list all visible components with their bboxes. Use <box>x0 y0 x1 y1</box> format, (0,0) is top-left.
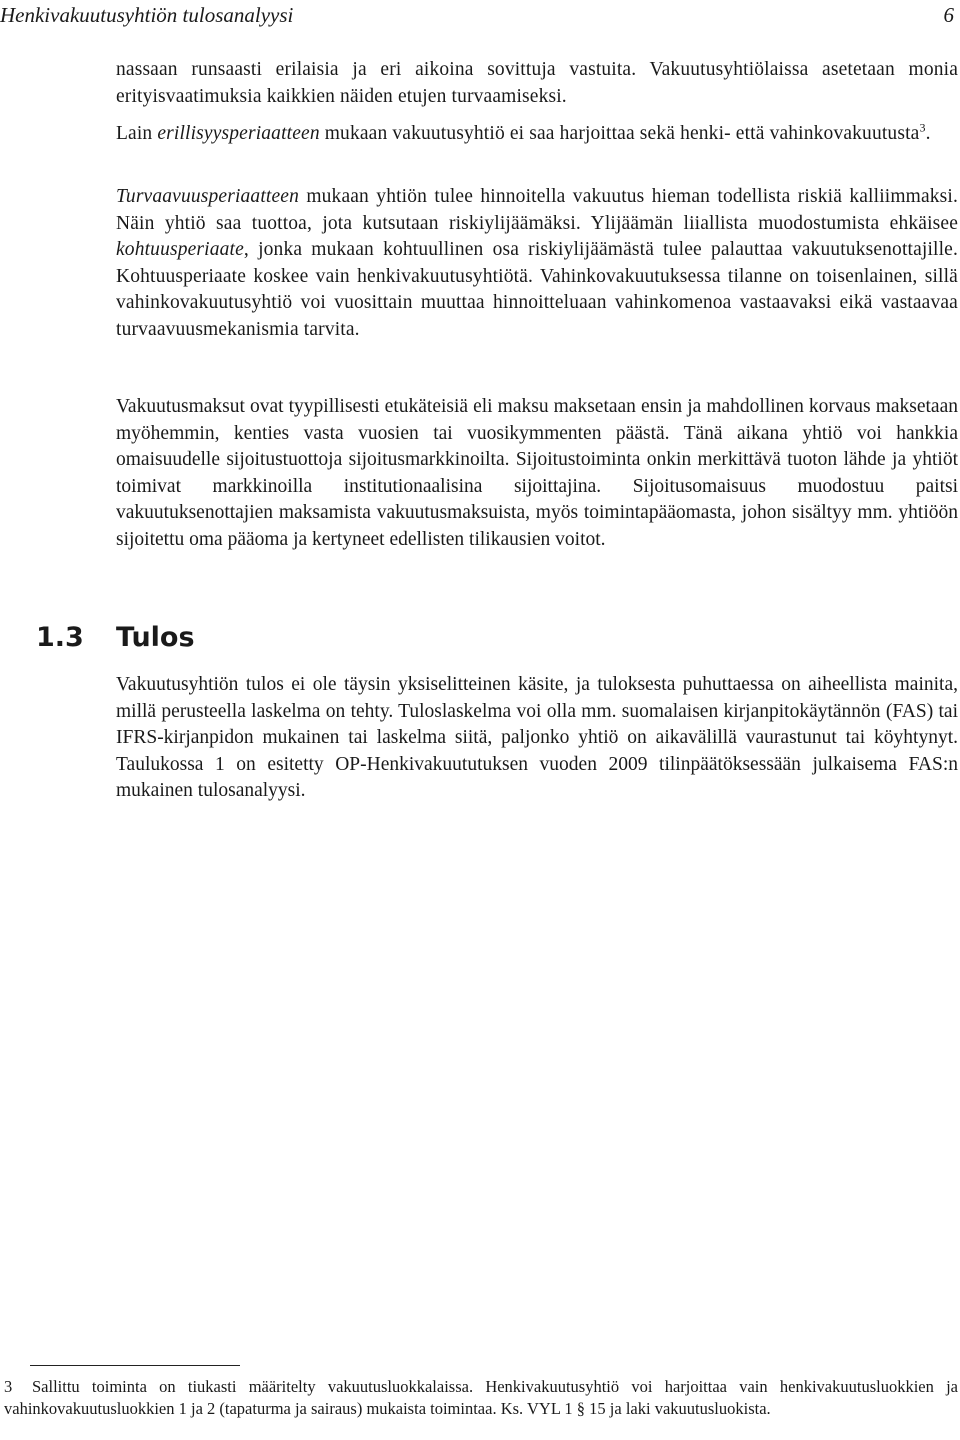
footnote-number: 3 <box>4 1377 13 1396</box>
paragraph-3-body: mukaan yhtiön tulee hinnoitella vakuutus hieman todellista riskiä kalliimmaksi. Näin yhtiö saa tuottoa, jota kutsutaan riskiylijäämäksi. Ylijäämän liiallista muodostumista ehkäisee <box>116 186 958 234</box>
running-header <box>0 2 958 28</box>
term-turvaavuusperiaate: Turvaavuusperiaatteen <box>116 186 299 207</box>
paragraph-2-lead: Lain <box>116 123 158 144</box>
paragraph-3-text <box>116 184 958 343</box>
paragraph-2-end: . <box>925 123 931 144</box>
footnote-divider <box>30 1365 240 1366</box>
footnote <box>0 1376 958 1420</box>
term-erillisyysperiaate: erillisyysperiaatteen <box>157 123 320 144</box>
paragraph-5 <box>116 672 958 805</box>
running-header-title: Henkivakuutusyhtiön tulosanalyysi <box>0 3 294 27</box>
section-number: 1.3 <box>36 622 84 653</box>
term-kohtuusperiaate: kohtuusperiaate <box>116 239 244 260</box>
paragraph-1-text: nassaan runsaasti erilaisia ja eri aikoina sovittuja vastuita. Vakuutusyhtiölaissa asetetaan monia erityisvaatimuksia kaikkien näiden etujen turvaamiseksi. <box>116 59 958 107</box>
paragraph-4-text: Vakuutusmaksut ovat tyypillisesti etukäteisiä eli maksu maksetaan ensin ja mahdollinen korvaus maksetaan myöhemmin, kenties vasta vuosien tai vuosikymmenten päästä. Tänä aikana yhtiö voi hankkia omaisuudelle sijoitustuottoja sijoitusmarkkinoilta. Sijoitustoiminta onkin merkittävä tuoton lähde ja yhtiöt toimivat markkinoilla institutionaalisina sijoittajina. Sijoitusomaisuus muodostuu paitsi vakuutuksenottajien maksamista vakuutusmaksuista, myös toimintapääomasta, johon sisältyy mm. yhtiöön sijoitettu oma pääoma ja kertyneet edellisten tilikausien voitot. <box>116 396 958 550</box>
footnote-reference: 3 <box>919 120 926 135</box>
paragraph-5-text: Vakuutusyhtiön tulos ei ole täysin yksiselitteinen käsite, ja tuloksesta puhuttaessa on aiheellista mainita, millä perusteella laskelma on tehty. Tuloslaskelma voi olla mm. suomalaisen kirjanpitokäytännön (FAS) tai IFRS-kirjanpidon mukainen tai laskelma siitä, paljonko yhtiö on aikavälillä vaurastunut tai köyhtynyt. Taulukossa 1 on esitetty OP-Henkivakuututuksen vuoden 2009 tilinpäätöksessään julkaisema FAS:n mukainen tulosanalyysi. <box>116 674 958 801</box>
section-heading <box>36 620 195 656</box>
footnote-text: Sallittu toiminta on tiukasti määritelty vakuutusluokkalaissa. Henkivakuutusyhtiö voi harjoittaa vain henkivakuutusluokkien ja vahinkovakuutusluokkien 1 ja 2 (tapaturma ja sairaus) mukaista toimintaa. Ks. VYL 1 § 15 ja laki vakuutusluokista. <box>4 1377 958 1418</box>
paragraph-4 <box>116 394 958 553</box>
paragraph-1 <box>116 57 958 110</box>
paragraph-2-text <box>116 121 958 148</box>
paragraph-2 <box>116 121 958 148</box>
paragraph-3-end: , jonka mukaan kohtuullinen osa riskiylijäämästä tulee palauttaa vakuutuksenottajille. Kohtuusperiaate koskee vain henkivakuutusyhtiötä. Vahinkovakuutuksessa tilanne on toisenlainen, sillä vahinkovakuutusyhtiö voi vuosittain muuttaa hinnoitteluaan vahinkomenoa vastaavaksi eikä vastaavaa turvaavuusmekanismia tarvita. <box>116 239 958 340</box>
paragraph-2-body: mukaan vakuutusyhtiö ei saa harjoittaa sekä henki- että vahinkovakuutusta <box>319 123 920 144</box>
page-number: 6 <box>943 3 954 27</box>
section-title: Tulos <box>116 622 195 653</box>
paragraph-3 <box>116 184 958 343</box>
